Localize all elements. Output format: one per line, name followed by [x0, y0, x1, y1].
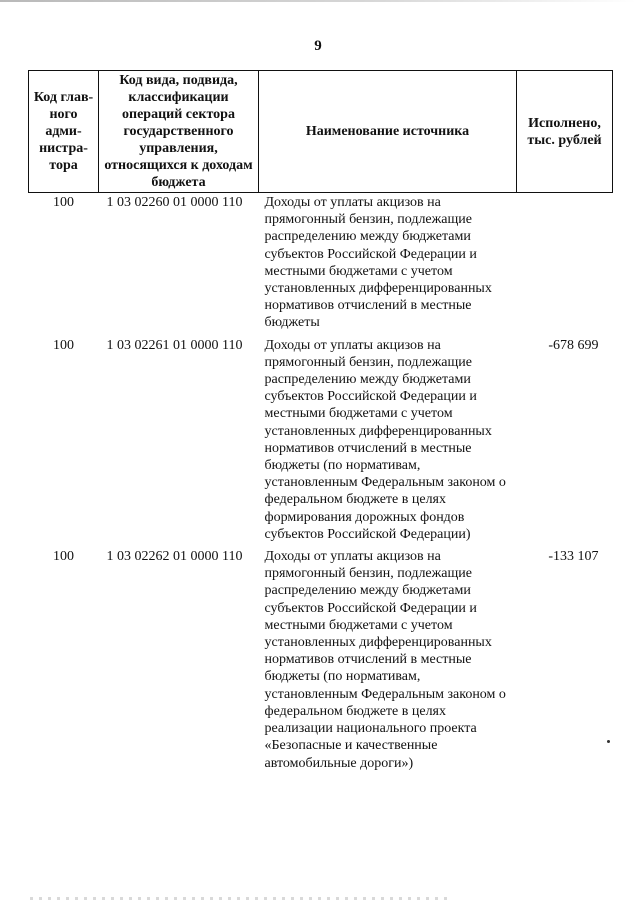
header-source-name: Наименование источника — [259, 71, 517, 193]
table-row — [29, 193, 613, 336]
table-row — [29, 547, 613, 776]
source-name-cell: Доходы от уплаты акцизов на прямогонный бензин, подлежащие распределению между бюджетами субъектов Российской Федерации и местными бюджетами с учетом установленных дифференцированных нормативов отчислений в местные бюджеты — [264, 195, 492, 331]
admin-code-cell: 100 — [53, 549, 74, 565]
admin-code-cell: 100 — [53, 337, 74, 353]
scan-bottom-noise — [30, 897, 450, 900]
executed-amount-cell: -678 699 — [548, 337, 599, 353]
header-admin-code: Код глав-ного адми-нистра-тора — [29, 71, 99, 193]
executed-amount-cell: -133 107 — [548, 549, 599, 565]
budget-revenue-table — [28, 70, 613, 776]
classification-code-cell: 1 03 02260 01 0000 110 — [106, 195, 243, 210]
executed-amount-cell — [517, 193, 613, 336]
classification-code-cell: 1 03 02262 01 0000 110 — [106, 549, 243, 565]
source-name-cell: Доходы от уплаты акцизов на прямогонный бензин, подлежащие распределению между бюджетами субъектов Российской Федерации и местными бюджетами с учетом установленных дифференцированных нормативов отчислений в местные бюджеты (по нормативам, установленным Федеральным законом о федеральном бюджете в целях реализации национального проекта «Безопасные и качественные автомобильные дороги») — [264, 549, 506, 771]
scan-speck — [607, 740, 610, 743]
admin-code-cell: 100 — [53, 195, 74, 210]
source-name-cell: Доходы от уплаты акцизов на прямогонный бензин, подлежащие распределению между бюджетами субъектов Российской Федерации и местными бюджетами с учетом установленных дифференцированных нормативов отчислений в местные бюджеты (по нормативам, установленным Федеральным законом о федеральном бюджете в целях формирования дорожных фондов субъектов Российской Федерации) — [264, 337, 506, 542]
header-classification-code: Код вида, подвида, классификации операций сектора государственного управления, относящихся к доходам бюджета — [99, 71, 259, 193]
table-header-row — [29, 71, 613, 193]
classification-code-cell: 1 03 02261 01 0000 110 — [106, 337, 243, 353]
scan-edge-line — [0, 0, 636, 2]
table-row — [29, 336, 613, 547]
header-executed: Исполнено, тыс. рублей — [517, 71, 613, 193]
page-number: 9 — [314, 38, 322, 54]
